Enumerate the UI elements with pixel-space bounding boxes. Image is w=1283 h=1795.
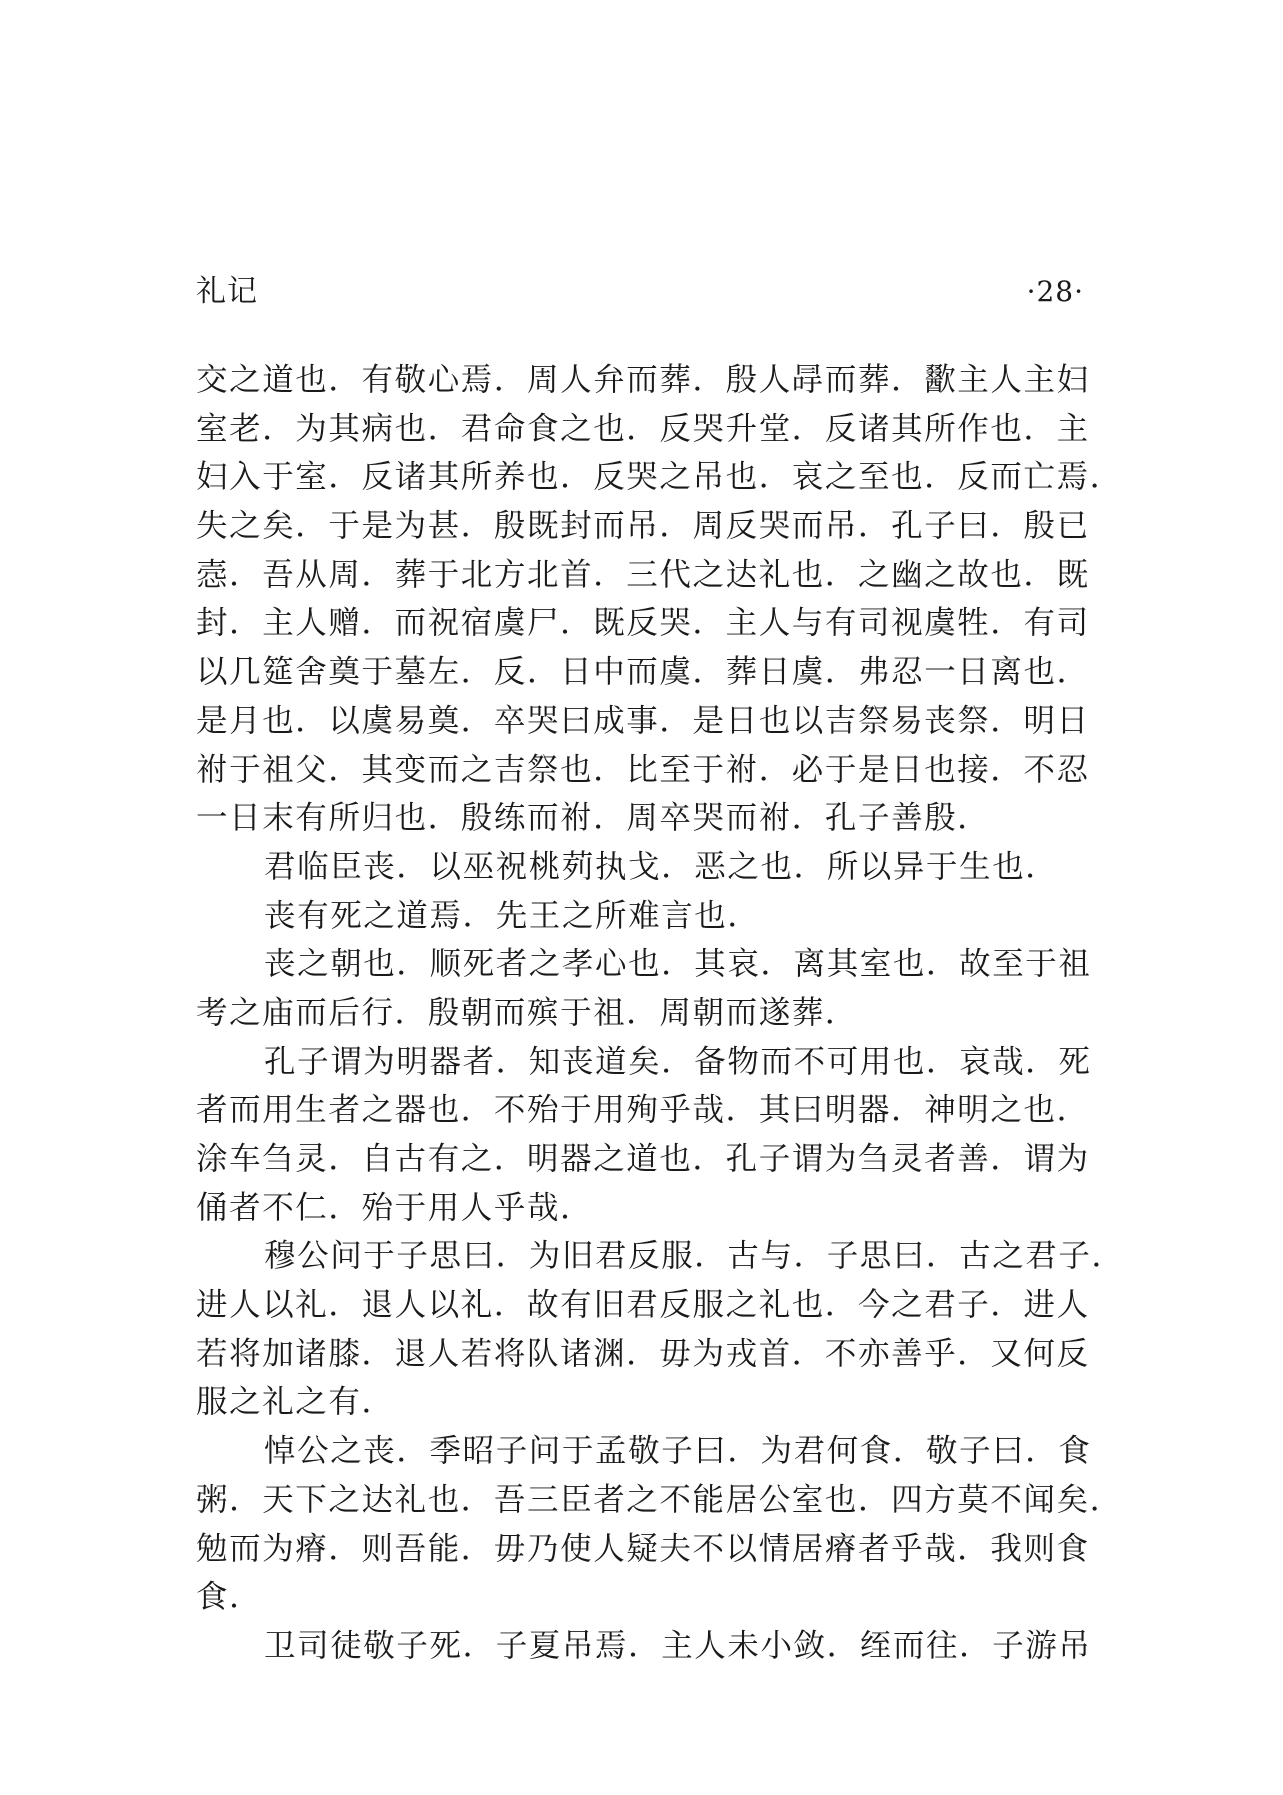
text-line: 服之礼之有． (196, 1384, 395, 1421)
text-line: 涂车刍灵．自古有之．明器之道也．孔子谓为刍灵者善．谓为 (196, 1141, 1090, 1177)
text-line: 卫司徒敬子死．子夏吊焉．主人未小敛．绖而往．子游吊 (264, 1627, 1092, 1664)
text-line: 食． (196, 1579, 263, 1616)
text-line: 丧有死之道焉．先王之所难言也． (264, 897, 761, 934)
text-line: 君临臣丧．以巫祝桃茢执戈．恶之也．所以异于生也． (264, 848, 1059, 885)
body-text (196, 356, 1125, 1671)
text-line: 封．主人赠．而祝宿虞尸．既反哭．主人与有司视虞牲．有司 (196, 605, 1090, 642)
text-line: 若将加诸膝．退人若将队诸渊．毋为戎首．不亦善乎．又何反 (196, 1335, 1090, 1372)
text-line: 以几筵舍奠于墓左．反．日中而虞．葬日虞．弗忍一日离也． (196, 654, 1090, 691)
text-line: 一日末有所归也．殷练而祔．周卒哭而祔．孔子善殷． (196, 800, 991, 837)
text-line: 粥．天下之达礼也．吾三臣者之不能居公室也．四方莫不闻矣． (196, 1481, 1123, 1518)
text-line: 者而用生者之器也．不殆于用殉乎哉．其曰明器．神明之也． (196, 1092, 1090, 1129)
page-header (196, 270, 1084, 314)
text-line: 失之矣．于是为甚．殷既封而吊．周反哭而吊．孔子曰．殷已 (196, 508, 1090, 545)
text-line: 悼公之丧．季昭子问于孟敬子曰．为君何食．敬子曰．食 (264, 1433, 1092, 1470)
text-line: 妇入于室．反诸其所养也．反哭之吊也．哀之至也．反而亡焉． (196, 459, 1123, 496)
text-line: 勉而为瘠．则吾能．毋乃使人疑夫不以情居瘠者乎哉．我则食 (196, 1530, 1090, 1567)
text-line: 是月也．以虞易奠．卒哭曰成事．是日也以吉祭易丧祭．明日 (196, 702, 1090, 739)
text-line: 考之庙而后行．殷朝而殡于祖．周朝而遂葬． (196, 994, 859, 1031)
text-line: 交之道也．有敬心焉．周人弁而葬．殷人冔而葬．歠主人主妇 (196, 362, 1090, 398)
page-number: ·28· (1026, 275, 1084, 308)
text-line: 祔于祖父．其变而之吉祭也．比至于祔．必于是日也接．不忍 (196, 751, 1090, 788)
text-line: 孔子谓为明器者．知丧道矣．备物而不可用也．哀哉．死 (264, 1043, 1092, 1080)
text-line: 悫．吾从周．葬于北方北首．三代之达礼也．之幽之故也．既 (196, 556, 1090, 593)
text-line: 室老．为其病也．君命食之也．反哭升堂．反诸其所作也．主 (196, 410, 1090, 447)
text-line: 进人以礼．退人以礼．故有旧君反服之礼也．今之君子．进人 (196, 1287, 1090, 1324)
text-line: 俑者不仁．殆于用人乎哉． (196, 1189, 594, 1226)
text-line: 穆公问于子思曰．为旧君反服．古与．子思曰．古之君子． (264, 1238, 1125, 1275)
book-title: 礼记 (196, 274, 258, 309)
text-line: 丧之朝也．顺死者之孝心也．其哀．离其室也．故至于祖 (264, 946, 1092, 983)
